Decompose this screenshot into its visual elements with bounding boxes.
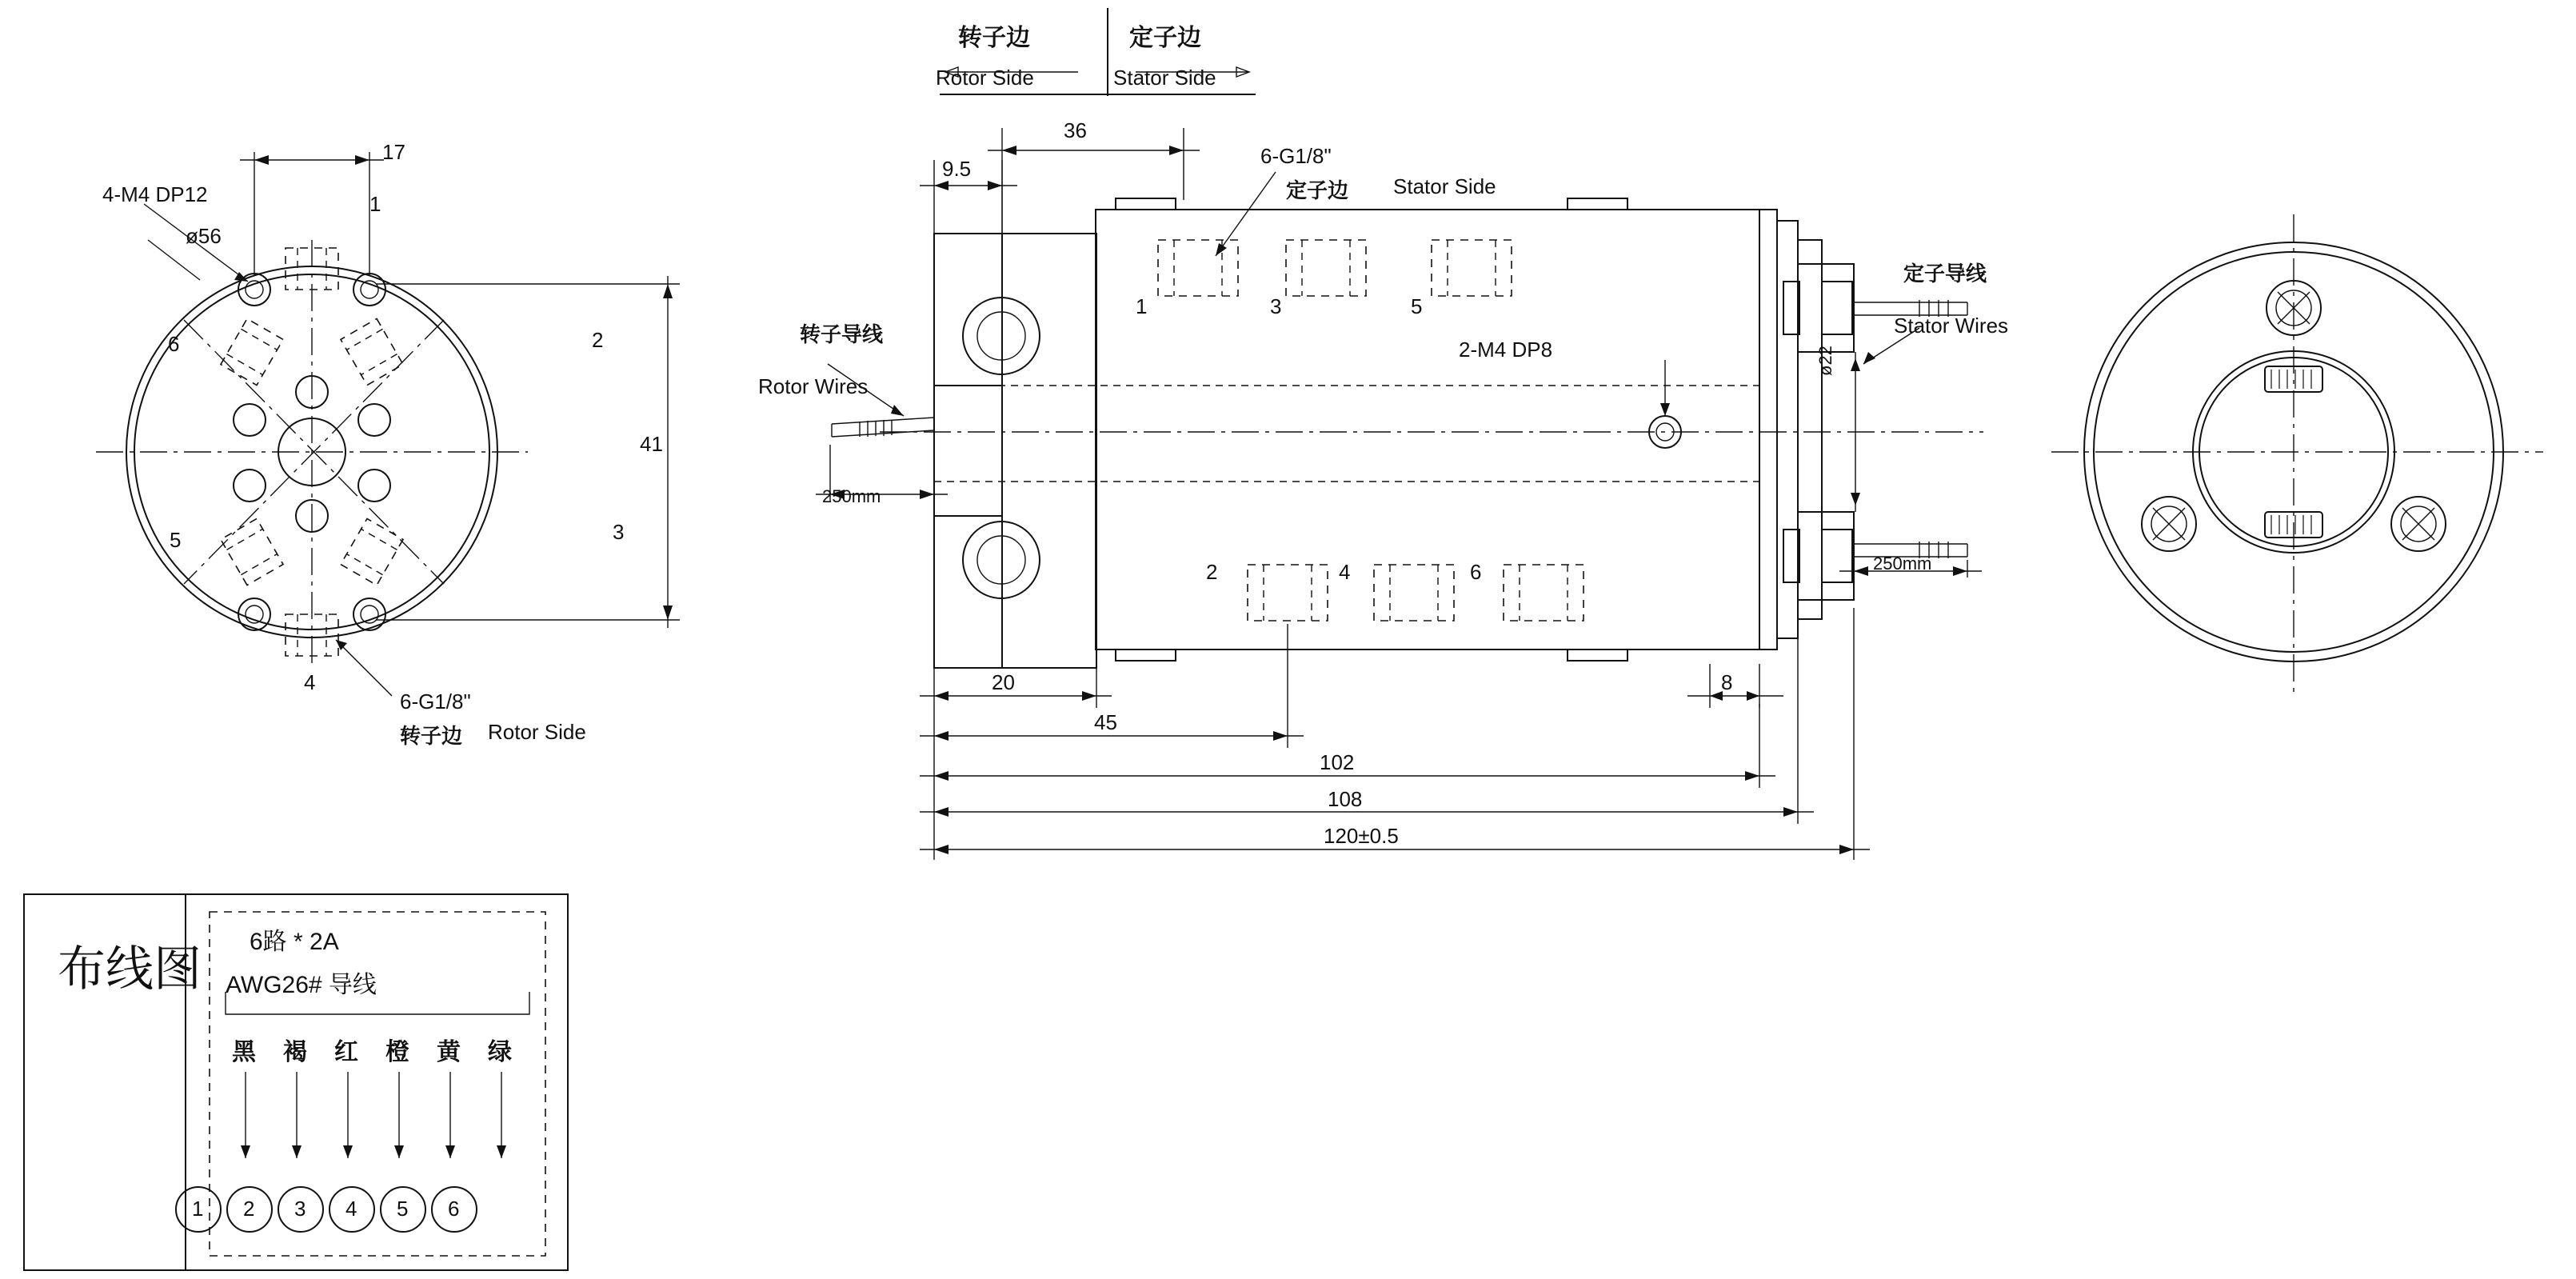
wiring-color-6: 绿 xyxy=(488,1039,512,1065)
main-rotor-wires-en: Rotor Wires xyxy=(758,374,869,398)
left-port-3: 3 xyxy=(613,520,625,544)
left-front-view xyxy=(96,152,680,696)
left-dia-56: ø56 xyxy=(186,224,222,248)
main-dim-120: 120±0.5 xyxy=(1324,824,1399,848)
wiring-color-5: 黄 xyxy=(437,1039,461,1065)
header-rotor-en: Rotor Side xyxy=(936,66,1034,90)
main-rotor-wires-cn: 转子导线 xyxy=(800,322,884,346)
left-dim-41: 41 xyxy=(640,432,663,456)
wiring-color-3: 红 xyxy=(334,1039,358,1065)
wiring-pin-3: 3 xyxy=(294,1197,306,1221)
main-wire-len-left: 250mm xyxy=(822,486,881,506)
header-stator-cn: 定子边 xyxy=(1129,25,1201,51)
right-rear-view xyxy=(2051,214,2543,694)
wiring-color-1: 黑 xyxy=(232,1039,256,1065)
wiring-color-2: 褐 xyxy=(283,1039,307,1065)
stator-wire-bundle xyxy=(1854,300,1967,558)
wiring-pin-6: 6 xyxy=(448,1197,460,1221)
main-note-stator-cn: 定子边 xyxy=(1286,178,1349,202)
wiring-color-4: 橙 xyxy=(385,1039,409,1065)
left-note-4m4: 4-M4 DP12 xyxy=(102,182,208,206)
main-dim-8: 8 xyxy=(1721,670,1733,694)
main-port-bottom-4: 4 xyxy=(1339,560,1351,584)
main-section-view xyxy=(816,128,1983,860)
header-stator-en: Stator Side xyxy=(1113,66,1216,90)
main-wire-len-right: 250mm xyxy=(1873,554,1932,574)
main-port-bottom-2: 2 xyxy=(1206,560,1218,584)
main-stator-wires-en: Stator Wires xyxy=(1894,314,2009,338)
main-port-bottom-6: 6 xyxy=(1470,560,1482,584)
left-port-2: 2 xyxy=(592,328,604,352)
main-dim-45: 45 xyxy=(1094,710,1117,734)
main-note-2m4: 2-M4 DP8 xyxy=(1459,338,1553,362)
main-port-top-3: 3 xyxy=(1270,294,1282,318)
main-dim-20: 20 xyxy=(992,670,1015,694)
left-port-5: 5 xyxy=(170,528,182,552)
main-dim-9-5: 9.5 xyxy=(942,157,972,181)
left-note-6g18: 6-G1/8" xyxy=(400,689,471,713)
left-port-4: 4 xyxy=(304,670,316,694)
wiring-line2: AWG26# 导线 xyxy=(226,972,377,998)
rotor-wire-bundle xyxy=(832,418,934,437)
main-dim-102: 102 xyxy=(1320,750,1355,774)
wiring-line1: 6路 * 2A xyxy=(250,929,339,955)
wiring-pin-2: 2 xyxy=(243,1197,255,1221)
header-rotor-cn: 转子边 xyxy=(958,25,1030,51)
wiring-pin-4: 4 xyxy=(345,1197,357,1221)
main-dia-22: ø22 xyxy=(1815,346,1835,376)
main-dim-36: 36 xyxy=(1064,118,1087,142)
left-rotor-en: Rotor Side xyxy=(488,720,586,744)
main-stator-wires-cn: 定子导线 xyxy=(1903,262,1987,286)
left-port-1: 1 xyxy=(369,192,381,216)
main-dim-108: 108 xyxy=(1328,787,1363,811)
wiring-pin-1: 1 xyxy=(192,1197,204,1221)
wiring-pin-5: 5 xyxy=(397,1197,409,1221)
wiring-title-cn: 布线图 xyxy=(58,942,202,996)
left-dim-17: 17 xyxy=(382,140,405,164)
main-note-6g18: 6-G1/8" xyxy=(1260,144,1332,168)
left-rotor-cn: 转子边 xyxy=(400,724,463,748)
main-port-top-5: 5 xyxy=(1411,294,1423,318)
main-note-stator-en: Stator Side xyxy=(1393,174,1496,198)
left-port-6: 6 xyxy=(168,332,180,356)
main-port-top-1: 1 xyxy=(1136,294,1148,318)
